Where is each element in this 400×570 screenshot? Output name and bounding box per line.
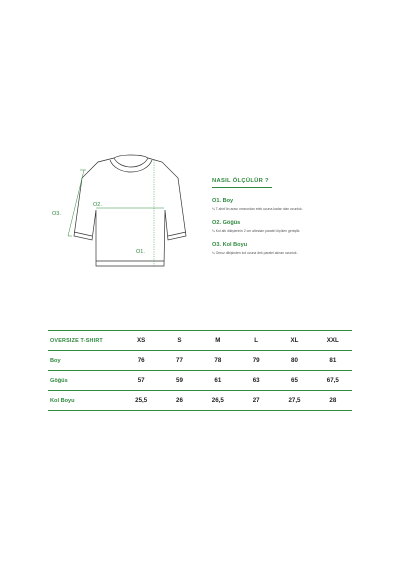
measure-title: O1. Boy: [212, 198, 234, 204]
table-title: OVERSIZE T-SHIRT: [48, 331, 122, 351]
measure-description: ¼ T-shirt'ün arası omzundan etek ucuna kadar olan uzunluk.: [212, 207, 303, 211]
table-row: [48, 371, 352, 391]
table-cell: 25,5: [122, 391, 160, 411]
table-cell: 65: [275, 371, 313, 391]
table-cell: 27: [237, 391, 275, 411]
table-cell: 59: [160, 371, 198, 391]
table-cell: 79: [237, 351, 275, 371]
table-row: [48, 351, 352, 371]
size-header-xs: XS: [122, 331, 160, 351]
table-cell: 81: [314, 351, 352, 371]
size-header-s: S: [160, 331, 198, 351]
size-header-m: M: [199, 331, 237, 351]
table-header-row: [48, 331, 352, 351]
measure-item-length: [212, 198, 382, 211]
measure-description: ¼ Omuz dikişinden kol ucuna dek paralel alınan uzunluk.: [212, 251, 298, 256]
measure-item-sleeve: [212, 242, 382, 255]
size-header-l: L: [237, 331, 275, 351]
measurement-lines: [68, 160, 164, 268]
table-cell: 57: [122, 371, 160, 391]
table-cell: 78: [199, 351, 237, 371]
table-cell: 26: [160, 391, 198, 411]
size-header-xl: XL: [275, 331, 313, 351]
tshirt-outline: [74, 155, 186, 266]
table-cell: 27,5: [275, 391, 313, 411]
table-cell: 61: [199, 371, 237, 391]
size-chart-table: [48, 330, 352, 411]
size-header-xxl: XXL: [314, 331, 352, 351]
label-o2: O2.: [93, 202, 102, 208]
measure-line-o3: [68, 170, 84, 236]
measure-description: ¼ Kol altı dikişlerinin 2 cm altından paralel ölçülen genişlik.: [212, 229, 301, 234]
how-to-measure-title: NASIL ÖLÇÜLÜR ?: [212, 178, 272, 188]
table-cell: 26,5: [199, 391, 237, 411]
table-cell: 77: [160, 351, 198, 371]
table-cell: 80: [275, 351, 313, 371]
measure-item-chest: [212, 220, 382, 233]
row-label: Kol Boyu: [48, 391, 122, 411]
row-label: Boy: [48, 351, 122, 371]
table-cell: 28: [314, 391, 352, 411]
label-o3: O3.: [52, 211, 61, 217]
label-o1: O1.: [136, 249, 145, 255]
table-cell: 63: [237, 371, 275, 391]
tshirt-measurement-diagram: [50, 150, 200, 280]
table-row: [48, 391, 352, 411]
measure-title: O2. Göğüs: [212, 220, 241, 227]
measure-title: O3. Kol Boyu: [212, 242, 248, 249]
table-cell: 76: [122, 351, 160, 371]
how-to-measure: [212, 178, 382, 264]
row-label: Göğüs: [48, 371, 122, 391]
table-cell: 67,5: [314, 371, 352, 391]
